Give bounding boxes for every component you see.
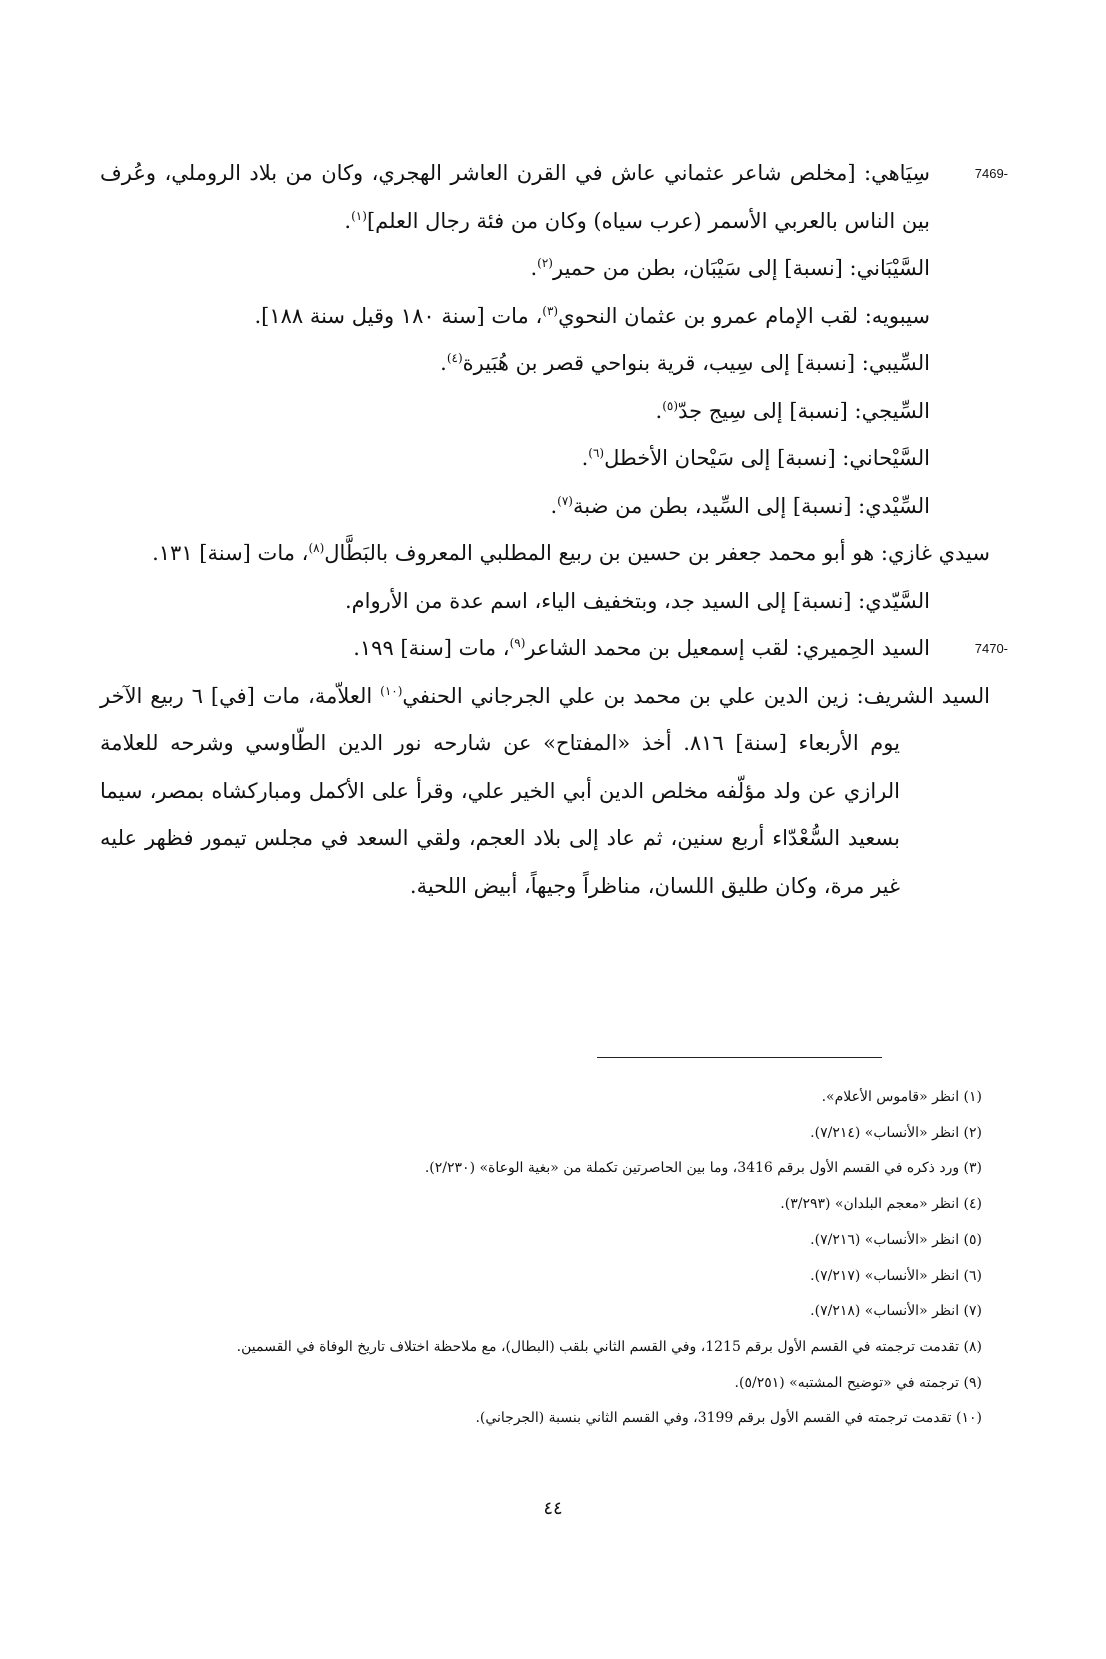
entry-sidi <box>100 483 990 531</box>
entry-sayyid-himyari <box>100 625 1008 673</box>
footnote-ref: (٤) <box>446 351 463 365</box>
footnote-7: (٧) انظر «الأنساب» (٧/٢١٨). <box>810 1303 982 1320</box>
footnote-ref: (٢) <box>537 256 553 270</box>
main-text-block <box>100 150 1008 910</box>
footnote-ref: (٣) <box>542 303 559 318</box>
footnote-1: (١) انظر «قاموس الأعلام». <box>821 1089 982 1105</box>
entry-tail: العلاّمة، مات [في] ٦ ربيع الآخر يوم الأربعاء [سنة] ٨١٦. أخذ «المفتاح» عن شارحه نور الدين الطّاوسي وشرحه للعلامة الرازي عن ولد مؤلّفه مخلص الدين أبي الخير علي، وقرأ على الأكمل ومباركشاه بمصر، سيما بسعيد السُّعْدّاء أربع سنين، ثم عاد إلى بلاد العجم، ولقي السعد في مجلس تيمور فظهر عليه غير مرة، وكان طليق اللسان، مناظراً وجيهاً، أبيض اللحية. <box>100 683 901 898</box>
entry-tail: . <box>530 256 538 280</box>
entry-tail: . <box>550 493 558 518</box>
entry-text: سيدي غازي: هو أبو محمد جعفر بن حسين بن ربيع المطلبي المعروف بالبَطَّال <box>324 541 990 565</box>
entry-tail: . <box>440 351 447 375</box>
entry-sibawayh <box>100 293 990 341</box>
footnote-divider <box>597 1057 882 1058</box>
footnote-ref: (٧) <box>557 493 573 508</box>
footnote-ref: (٥) <box>662 398 679 413</box>
footnote-5: (٥) انظر «الأنساب» (٧/٢١٦). <box>810 1231 982 1248</box>
entry-sidi-ghazi <box>100 530 990 578</box>
entry-tail: ، مات [سنة ١٨٠ وقيل سنة ١٨٨]. <box>254 303 543 328</box>
entry-siyahi <box>100 150 1008 245</box>
footnote-ref: (١) <box>351 208 367 223</box>
footnote-ref: (١٠) <box>380 683 403 698</box>
entry-text: سِيَاهي: [مخلص شاعر عثماني عاش في القرن العاشر الهجري، وكان من بلاد الروملي، وعُرف بين الناس بالعربي الأسمر (عرب سياه) وكان من فئة رجال العلم] <box>100 161 930 233</box>
entry-text: السِّيبي: [نسبة] إلى سِيب، قرية بنواحي قصر بن هُبَيرة <box>462 351 930 375</box>
page-number: ٤٤ <box>543 1498 563 1519</box>
footnote-6: (٦) انظر «الأنساب» (٧/٢١٧). <box>810 1267 982 1284</box>
entry-text: السِّيْدي: [نسبة] إلى السِّيد، بطن من ضبة <box>572 493 930 518</box>
entry-text: السَّيّدي: [نسبة] إلى السيد جد، وبتخفيف الياء، اسم عدة من الأروام. <box>345 588 930 613</box>
footnote-4: (٤) انظر «معجم البلدان» (٣/٢٩٣). <box>780 1196 982 1213</box>
entry-number: 7470- <box>974 641 1008 656</box>
footnote-ref: (٨) <box>308 541 325 555</box>
entry-siji <box>100 388 990 436</box>
footnote-9: (٩) ترجمته في «توضيح المشتبه» (٥/٢٥١). <box>734 1374 982 1391</box>
entry-tail: ، مات [سنة] ١٣١. <box>152 541 309 565</box>
footnote-8: (٨) تقدمت ترجمته في القسم الأول برقم 1215، وفي القسم الثاني بلقب (البطال)، مع ملاحظة اختلاف تاريخ الوفاة في القسمين. <box>236 1338 982 1355</box>
footnote-ref: (٦) <box>588 446 605 460</box>
entry-sayyid-sharif <box>100 673 990 911</box>
footnote-3: (٣) ورد ذكره في القسم الأول برقم 3416، وما بين الحاصرتين تكملة من «بغية الوعاة» (٢/٢٣٠). <box>424 1160 982 1177</box>
entry-sibi <box>100 340 990 388</box>
entry-text: السَّيْبَاني: [نسبة] إلى سَيْبَان، بطن من حمير <box>552 256 930 280</box>
entry-text: السِّيجي: [نسبة] إلى سِيج جدّ <box>678 398 930 423</box>
entry-text: السَّيْحاني: [نسبة] إلى سَيْحان الأخطل <box>604 446 930 470</box>
footnote-10: (١٠) تقدمت ترجمته في القسم الأول برقم 3199، وفي القسم الثاني بنسبة (الجرجاني). <box>475 1410 982 1427</box>
entry-tail: . <box>581 446 589 470</box>
entry-number: 7469- <box>974 166 1008 181</box>
entry-saybani <box>100 245 990 293</box>
entry-sayyidi <box>100 578 990 626</box>
footnotes-block <box>100 1080 982 1437</box>
entry-tail: . <box>655 398 663 423</box>
entry-text: السيد الشريف: زين الدين علي بن محمد بن علي الجرجاني الحنفي <box>402 683 991 708</box>
entry-text: السيد الحِميري: لقب إسمعيل بن محمد الشاعر <box>525 636 930 660</box>
footnote-2: (٢) انظر «الأنساب» (٧/٢١٤). <box>810 1124 982 1141</box>
entry-tail: . <box>344 208 352 233</box>
footnote-ref: (٩) <box>509 636 526 650</box>
entry-text: سيبويه: لقب الإمام عمرو بن عثمان النحوي <box>558 303 930 328</box>
entry-sayhani <box>100 435 990 483</box>
entry-tail: ، مات [سنة] ١٩٩. <box>353 636 510 660</box>
